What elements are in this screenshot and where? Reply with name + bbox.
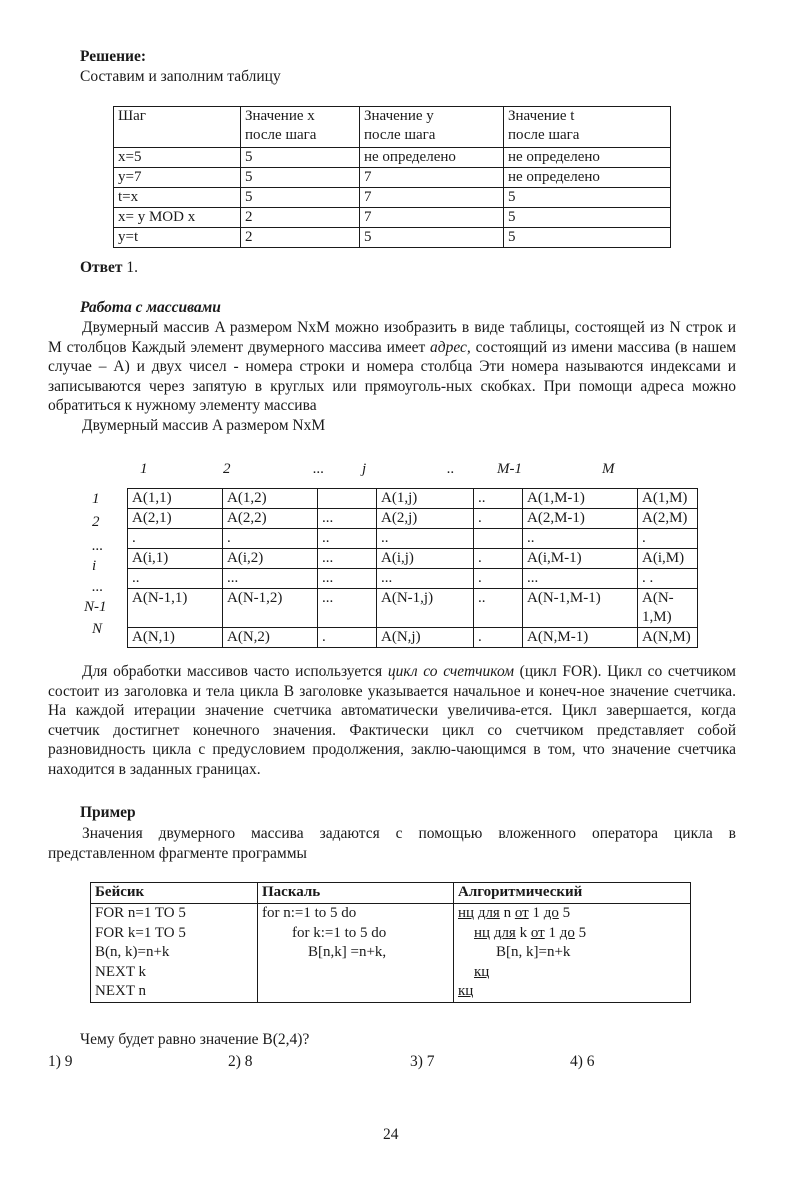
table-cell: 7 [360, 208, 504, 228]
row-label: ... [92, 579, 104, 595]
table-cell: 5 [360, 228, 504, 248]
table-cell: 5 [504, 188, 671, 208]
grid-row [128, 509, 698, 529]
grid-cell: .. [523, 529, 638, 549]
answer-label: Ответ [80, 259, 123, 276]
grid-cell: A(N-1,2) [223, 589, 318, 628]
row-label: 2 [92, 514, 100, 530]
table-cell: y=t [114, 228, 241, 248]
grid-cell: A(N-1,1) [128, 589, 223, 628]
grid-cell: A(1,M) [638, 489, 698, 509]
grid-cell: A(2,M) [638, 509, 698, 529]
grid-cell: A(2,1) [128, 509, 223, 529]
grid-cell: A(N-1,M-1) [523, 589, 638, 628]
question-text: Чему будет равно значение B(2,4)? [80, 1031, 310, 1048]
arrays-caption: Двумерный массив A размером NxM [82, 416, 326, 434]
grid-cell: ... [377, 569, 474, 589]
table-row [114, 148, 671, 168]
answer-line [80, 258, 138, 278]
grid-cell: . [638, 529, 698, 549]
grid-cell: ... [523, 569, 638, 589]
grid-cell: .. [128, 569, 223, 589]
grid-cell [474, 529, 523, 549]
grid-cell: . . [638, 569, 698, 589]
grid-cell [318, 489, 377, 509]
arrays-paragraph: Двумерный массив A размером NxM можно изобразить в виде таблицы, состоящей из N строк и M столбцов Каждый элемент двумерного массива имеет адрес, состоящий из имени массива (в нашем случае – A) и двух чисел - номера строки и номера столбца Эти номера называются индексами и записываются через запятую в круглых или прямоуголь-ных скобках. При помощи адреса можно обратиться к нужному элементу массива Двумерный массив A размером NxM [48, 319, 737, 434]
grid-row [128, 489, 698, 509]
grid-cell: A(N,M-1) [523, 628, 638, 648]
grid-cell: ... [318, 509, 377, 529]
grid-cell: A(N-1,M) [638, 589, 698, 628]
table-cell: 2 [241, 208, 360, 228]
grid-cell: .. [377, 529, 474, 549]
table-cell: 5 [504, 228, 671, 248]
grid-cell: . [474, 628, 523, 648]
table-cell: 5 [241, 148, 360, 168]
example-heading: Пример [80, 804, 136, 821]
grid-row [128, 549, 698, 569]
trace-table [113, 106, 671, 248]
column-label: ... [313, 461, 325, 477]
grid-row [128, 569, 698, 589]
grid-row [128, 529, 698, 549]
trace-header-x: Значение x после шага [241, 107, 360, 148]
page-number: 24 [383, 1126, 399, 1143]
grid-cell: A(i,2) [223, 549, 318, 569]
grid-cell: . [474, 569, 523, 589]
grid-cell: A(i,M) [638, 549, 698, 569]
trace-table-header [114, 107, 671, 148]
code-pascal: for n:=1 to 5 do for k:=1 to 5 do B[n,k] =n+k, [258, 904, 454, 1003]
answer-option-2: 2) 8 [228, 1053, 253, 1070]
solution-heading: Решение: [80, 48, 147, 65]
table-cell: 2 [241, 228, 360, 248]
header-algorithmic: Алгоритмический [454, 883, 691, 904]
header-pascal: Паскаль [258, 883, 454, 904]
table-cell: 5 [504, 208, 671, 228]
table-row [114, 168, 671, 188]
row-label: 1 [92, 491, 100, 507]
row-label: i [92, 558, 97, 574]
grid-cell: A(1,j) [377, 489, 474, 509]
grid-cell: A(N,2) [223, 628, 318, 648]
grid-cell: . [223, 529, 318, 549]
grid-cell: .. [474, 589, 523, 628]
table-cell: не определено [504, 168, 671, 188]
loop-paragraph: Для обработки массивов часто используется цикл со счетчиком (цикл FOR). Цикл со счетчиком состоит из заголовка и тела цикла В заголовке указывается начальное и конеч-ное значение счетчика. На каждой итерации значение счетчика автоматически увеличива-ется. Цикл завершается, когда счетчик достигнет конечного значения. Фактически цикл со счетчиком представляет собой разновидность цикла с предусловием продолжения, заклю-чающимся в том, что значение счетчика находится в заданных границах. [48, 663, 736, 778]
grid-cell: A(i,1) [128, 549, 223, 569]
answer-option-4: 4) 6 [570, 1053, 595, 1070]
trace-header-y: Значение y после шага [360, 107, 504, 148]
column-label: M [602, 461, 615, 477]
grid-cell: ... [318, 569, 377, 589]
table-cell: 5 [241, 168, 360, 188]
grid-cell: A(2,M-1) [523, 509, 638, 529]
table-cell: x=5 [114, 148, 241, 168]
solution-intro: Составим и заполним таблицу [80, 68, 281, 85]
grid-cell: A(1,2) [223, 489, 318, 509]
table-cell: x= y MOD x [114, 208, 241, 228]
trace-header-t: Значение t после шага [504, 107, 671, 148]
header-basic: Бейсик [91, 883, 258, 904]
grid-cell: A(i,M-1) [523, 549, 638, 569]
grid-cell: A(N,1) [128, 628, 223, 648]
table-row [114, 228, 671, 248]
row-label: ... [92, 538, 104, 554]
code-basic: FOR n=1 TO 5 FOR k=1 TO 5 B(n, k)=n+k NEXT k NEXT n [91, 904, 258, 1003]
column-label: M-1 [497, 461, 522, 477]
grid-cell: A(2,j) [377, 509, 474, 529]
row-label: N-1 [84, 599, 107, 615]
table-row [114, 208, 671, 228]
table-cell: 7 [360, 188, 504, 208]
code-table [90, 882, 691, 1003]
grid-cell: A(1,1) [128, 489, 223, 509]
column-label: 2 [223, 461, 231, 477]
table-cell: y=7 [114, 168, 241, 188]
row-label: N [92, 621, 103, 637]
grid-cell: . [474, 509, 523, 529]
grid-cell: ... [318, 589, 377, 628]
grid-cell: ... [318, 549, 377, 569]
table-cell: 5 [241, 188, 360, 208]
grid-row [128, 628, 698, 648]
example-text: Значения двумерного массива задаются с помощью вложенного оператора цикла в представленном фрагменте программы [48, 825, 736, 862]
answer-value: 1. [126, 259, 139, 276]
code-algorithmic: нц для n от 1 до 5 нц для k от 1 до 5 B[n, k]=n+k кц кц [454, 904, 691, 1003]
code-table-header [91, 883, 691, 904]
column-label: 1 [140, 461, 148, 477]
grid-cell: A(N-1,j) [377, 589, 474, 628]
grid-cell: .. [474, 489, 523, 509]
table-row [114, 188, 671, 208]
column-label: j [362, 461, 367, 477]
grid-cell: . [128, 529, 223, 549]
grid-cell: ... [223, 569, 318, 589]
array-grid [127, 488, 698, 648]
table-cell: не определено [504, 148, 671, 168]
grid-cell: A(N,M) [638, 628, 698, 648]
grid-cell: A(N,j) [377, 628, 474, 648]
trace-header-step: Шаг [114, 107, 241, 148]
grid-cell: A(1,M-1) [523, 489, 638, 509]
grid-cell: . [318, 628, 377, 648]
grid-cell: .. [318, 529, 377, 549]
table-cell: 7 [360, 168, 504, 188]
column-label: .. [447, 461, 455, 477]
grid-cell: . [474, 549, 523, 569]
answer-option-1: 1) 9 [48, 1053, 73, 1070]
code-row [91, 904, 691, 1003]
table-cell: t=x [114, 188, 241, 208]
answer-option-3: 3) 7 [410, 1053, 435, 1070]
table-cell: не определено [360, 148, 504, 168]
grid-row [128, 589, 698, 628]
arrays-heading: Работа с массивами [80, 299, 221, 316]
grid-cell: A(i,j) [377, 549, 474, 569]
grid-cell: A(2,2) [223, 509, 318, 529]
